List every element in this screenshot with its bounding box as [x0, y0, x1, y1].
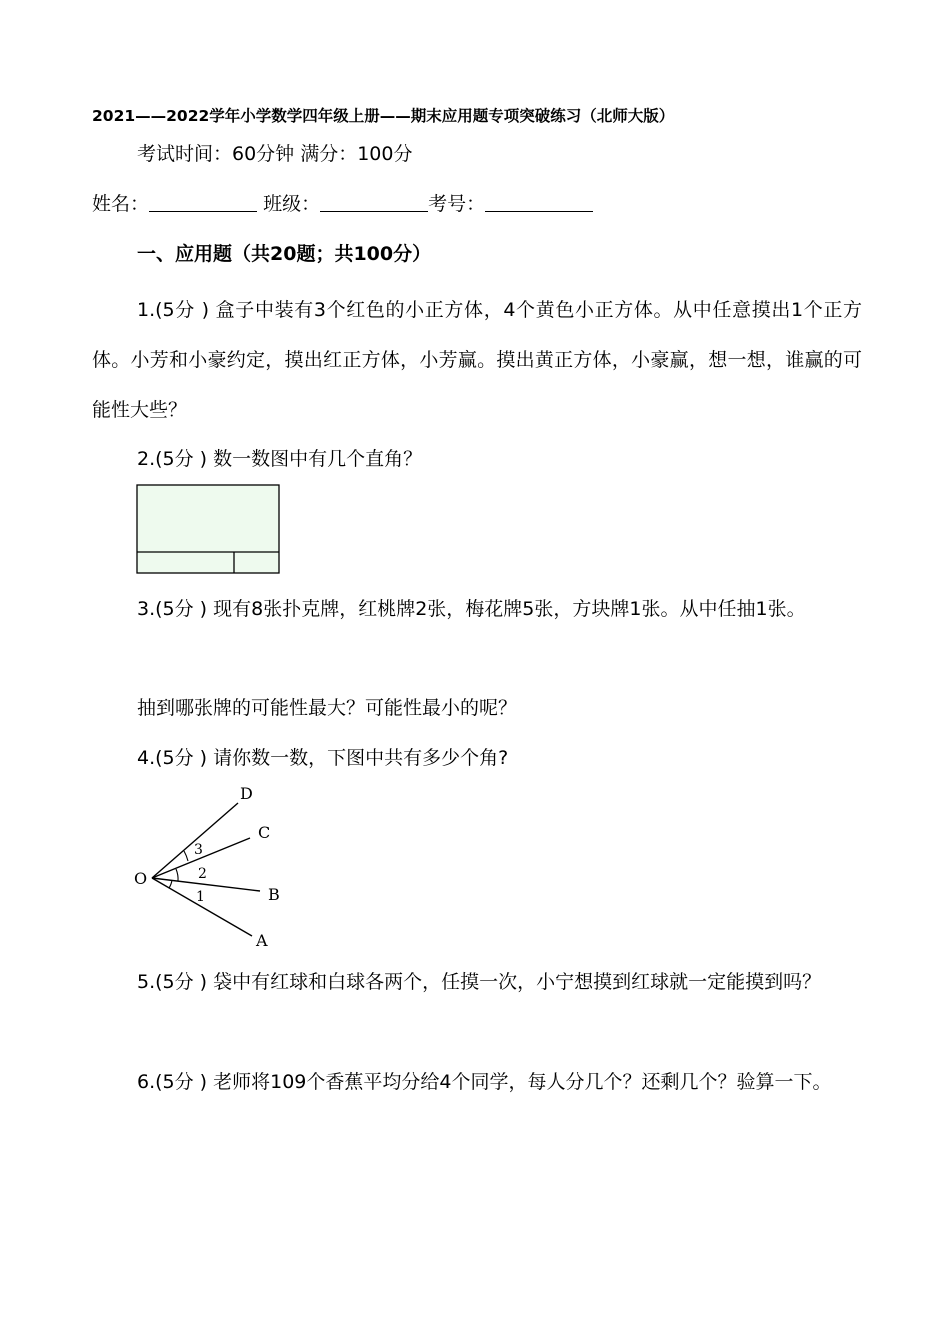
- arc-2: [176, 869, 178, 881]
- label-angle-1: 1: [196, 889, 205, 905]
- label-a: A: [256, 931, 268, 950]
- label-angle-2: 2: [198, 866, 207, 882]
- label-angle-3: 3: [194, 842, 203, 858]
- right-angle-figure: [136, 484, 282, 576]
- question-2: 2.(5分 ) 数一数图中有几个直角？: [137, 448, 423, 470]
- class-blank[interactable]: [320, 193, 428, 212]
- arc-3: [184, 851, 188, 861]
- figure-rectangle: [137, 485, 279, 573]
- question-3-sub: 抽到哪张牌的可能性最大？可能性最小的呢？: [137, 697, 518, 719]
- ray-od: [152, 803, 238, 878]
- number-label: 考号：: [428, 193, 486, 215]
- document-title: 2021——2022学年小学数学四年级上册——期末应用题专项突破练习（北师大版）: [92, 107, 675, 125]
- name-label: 姓名：: [92, 193, 150, 215]
- exam-info: 考试时间：60分钟 满分：100分: [137, 143, 413, 165]
- name-blank[interactable]: [149, 193, 257, 212]
- angles-figure: [128, 780, 288, 955]
- question-5: 5.(5分 ) 袋中有红球和白球各两个，任摸一次，小宁想摸到红球就一定能摸到吗？: [137, 971, 822, 993]
- label-o: O: [134, 869, 148, 888]
- question-1: 1.(5分 ) 盒子中装有3个红色的小正方体，4个黄色小正方体。从中任意摸出1个正方体。小芳和小豪约定，摸出红正方体，小芳赢。摸出黄正方体，小豪赢，想一想，谁赢的可能性大些？: [92, 299, 862, 421]
- number-blank[interactable]: [485, 193, 593, 212]
- question-3: 3.(5分 ) 现有8张扑克牌，红桃牌2张，梅花牌5张，方块牌1张。从中任抽1张。: [137, 598, 806, 620]
- student-info-row: [92, 189, 593, 216]
- ray-oa: [152, 878, 252, 936]
- class-label: 班级：: [263, 193, 321, 215]
- question-6: 6.(5分 ) 老师将109个香蕉平均分给4个同学，每人分几个？还剩几个？验算一下。: [137, 1071, 832, 1093]
- label-d: D: [240, 784, 253, 803]
- question-4: 4.(5分 ) 请你数一数，下图中共有多少个角?: [137, 747, 509, 769]
- label-b: B: [268, 885, 280, 904]
- section-title: 一、应用题（共20题；共100分）: [137, 243, 432, 265]
- label-c: C: [258, 823, 271, 842]
- arc-1: [169, 880, 172, 888]
